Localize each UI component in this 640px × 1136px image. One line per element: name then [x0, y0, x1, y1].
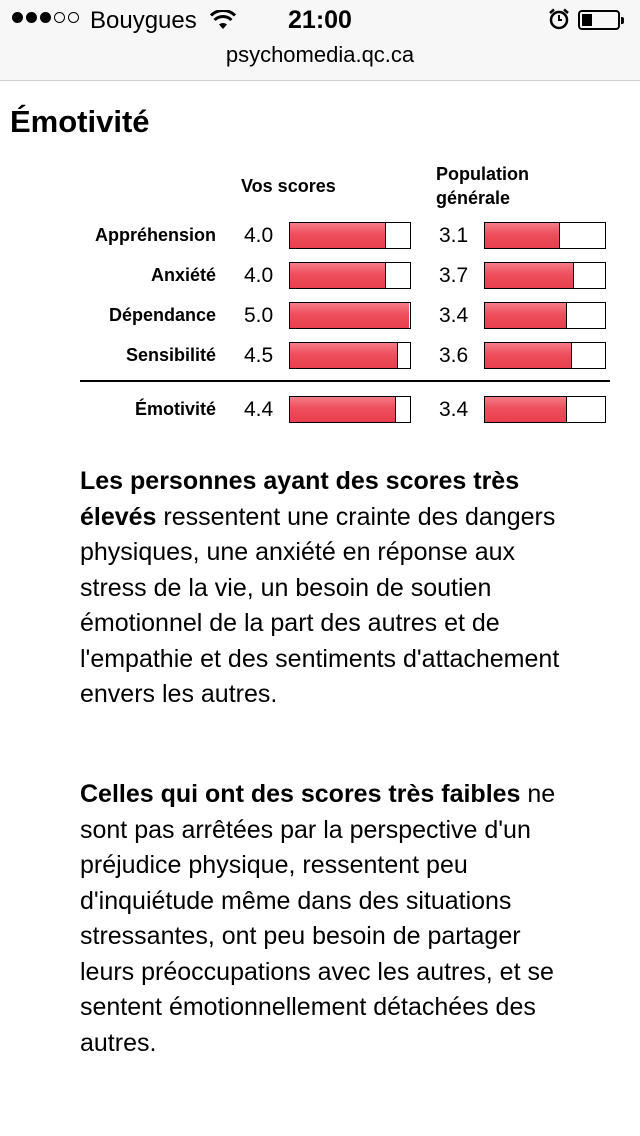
page-url[interactable]: psychomedia.qc.ca [225, 42, 415, 67]
battery-tip [621, 17, 624, 24]
status-time: 21:00 [288, 6, 352, 34]
score-row-3-pop-bar [484, 302, 606, 329]
score-row-total-score-value: 4.4 [244, 398, 274, 421]
paragraph-low-scores-bold: Celles qui ont des scores très faibles [80, 780, 521, 808]
score-row-total-pop-value: 3.4 [439, 398, 469, 421]
score-row-4-pop-bar-fill [485, 343, 572, 368]
score-row-total-pop-bar-fill [485, 397, 567, 422]
carrier-name: Bouygues [90, 7, 197, 34]
score-row-1-label: Appréhension [94, 225, 216, 245]
score-row-1-pop-bar [484, 222, 606, 249]
paragraph-low-scores-text: ne sont pas arrêtées par la perspective d'un préjudice physique, ressentent peu d'inquiétude même dans des situations stressantes, ont peu besoin de partager leurs préoccupations avec les autres, et se sentent émotionnellement détachées des autres. [80, 780, 556, 1057]
score-row-3-label: Dépendance [108, 305, 216, 325]
paragraph-low-scores [80, 777, 580, 1061]
score-row-1-score-value: 4.0 [244, 224, 274, 247]
score-row-1-score-bar [289, 222, 411, 249]
paragraph-high-scores-text: ressentent une crainte des dangers physiques, une anxiété en réponse aux stress de la vie, un besoin de soutien émotionnel de la part des autres et de l'empathie et des sentiments d'attachement envers les autres. [80, 502, 560, 708]
score-row-4-score-bar [289, 342, 411, 369]
score-row-total-pop-bar [484, 396, 606, 423]
score-row-3-pop-value: 3.4 [439, 304, 469, 327]
address-bar[interactable] [0, 40, 640, 81]
paragraph-high-scores [80, 464, 580, 713]
table-separator [80, 380, 610, 382]
score-row-3-score-value: 5.0 [244, 304, 274, 327]
score-row-3-score-bar [289, 302, 411, 329]
score-row-2-score-bar-fill [290, 263, 386, 288]
paragraph-high-scores-bold: Les personnes ayant des scores très élevés [80, 467, 520, 531]
score-row-2-score-bar [289, 262, 411, 289]
score-row-1-pop-bar-fill [485, 223, 560, 248]
column-header-your-scores: Vos scores [241, 176, 336, 196]
score-row-4-pop-bar [484, 342, 606, 369]
score-row-2-pop-bar [484, 262, 606, 289]
score-row-4-label: Sensibilité [125, 345, 216, 365]
score-row-2-pop-value: 3.7 [439, 264, 469, 287]
score-row-1-pop-value: 3.1 [439, 224, 469, 247]
battery-level [582, 14, 592, 26]
battery-icon [578, 10, 620, 30]
alarm-icon [548, 8, 570, 30]
score-row-2-label: Anxiété [150, 265, 216, 285]
score-row-3-pop-bar-fill [485, 303, 567, 328]
score-row-2-score-value: 4.0 [244, 264, 274, 287]
score-row-2-pop-bar-fill [485, 263, 574, 288]
score-row-4-pop-value: 3.6 [439, 344, 469, 367]
score-row-4-score-bar-fill [290, 343, 398, 368]
score-row-total-label: Émotivité [134, 399, 216, 419]
column-header-population-line1: Population [436, 164, 529, 184]
score-row-total-score-bar-fill [290, 397, 396, 422]
score-row-1-score-bar-fill [290, 223, 386, 248]
score-row-total-score-bar [289, 396, 411, 423]
score-row-3-score-bar-fill [290, 303, 409, 328]
status-bar [0, 0, 640, 40]
section-title: Émotivité [10, 104, 150, 139]
column-header-population [436, 162, 529, 210]
column-header-population-line2: générale [436, 188, 511, 208]
score-row-4-score-value: 4.5 [244, 344, 274, 367]
